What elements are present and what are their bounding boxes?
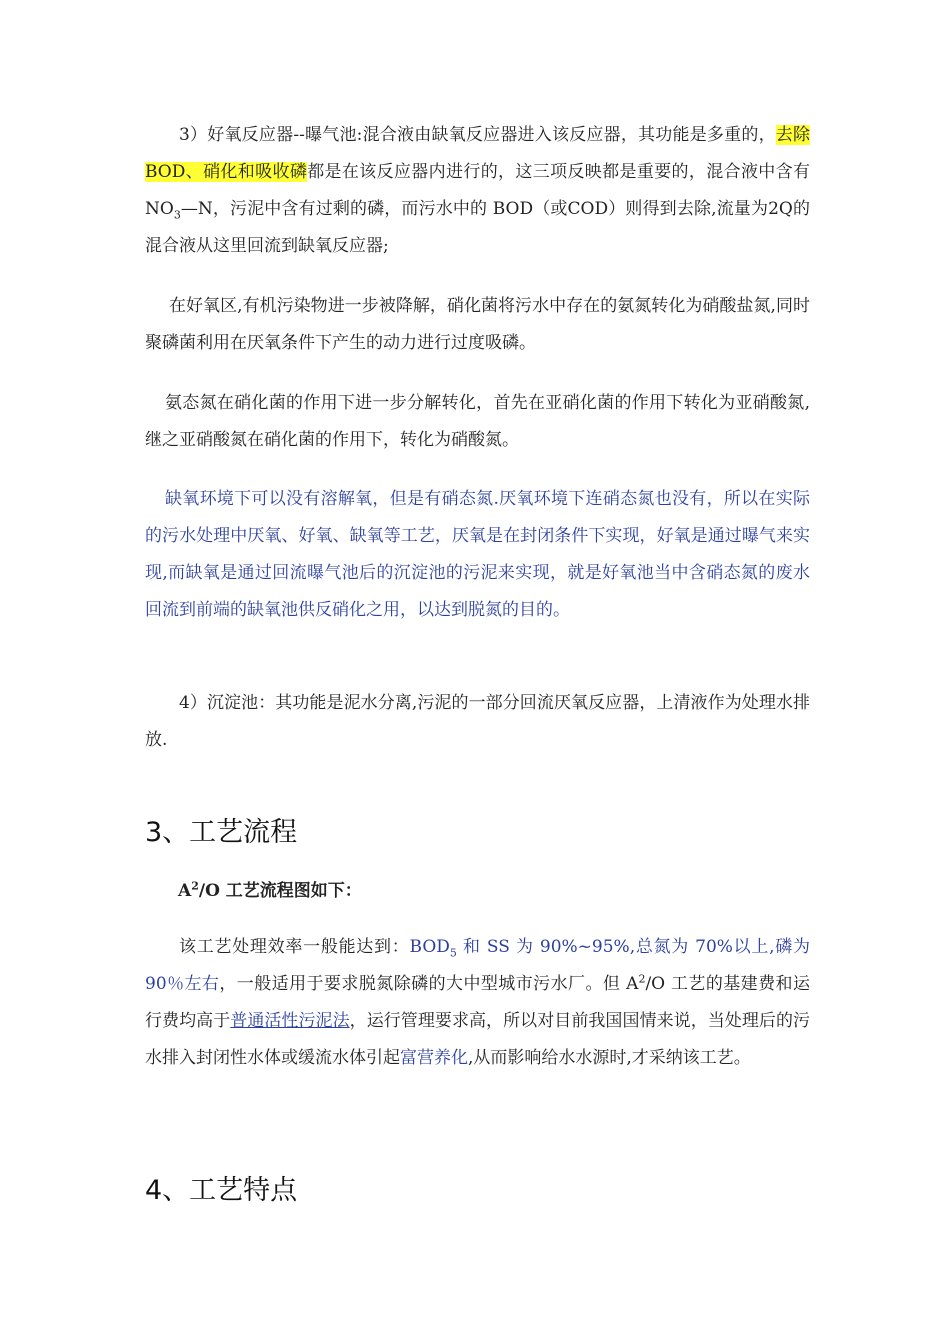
- link-activated-sludge[interactable]: 普通活性污泥法: [230, 1011, 350, 1031]
- section-heading-process-flow: 3、工艺流程: [145, 817, 298, 848]
- text-run: /O 工艺流程图如下：: [198, 881, 362, 901]
- subheading-flow-diagram: [178, 876, 362, 901]
- text-run: ,从而影响给水水源时,才采纳该工艺。: [468, 1048, 751, 1068]
- text-run: A: [178, 881, 192, 901]
- highlighted-text: 去除BOD、硝化和吸收磷: [145, 125, 811, 182]
- text-run: ，一般适用于要求脱氮除磷的大中型城市污水厂。但 A: [219, 974, 639, 994]
- text-run: —N，污泥中含有过剩的磷，而污水中的 BOD（或COD）则得到去除,流量为2Q的混合液从这里回流到缺氧反应器;: [145, 199, 810, 256]
- text-run: ，运行管理要求高，所以对目前我国国情来说，当处理后的污水排入封闭性水体或缓流水体引起: [145, 1011, 811, 1068]
- paragraph-process-efficiency: [145, 929, 810, 1077]
- text-run: 都是在该反应器内进行的，这三项反映都是重要的，混合液中含有 NO: [145, 162, 811, 219]
- superscript: 2: [638, 972, 646, 986]
- paragraph-ammonia-nitrogen: 氨态氮在硝化菌的作用下进一步分解转化，首先在亚硝化菌的作用下转化为亚硝酸氮,继之亚硝酸氮在硝化菌的作用下，转化为硝酸氮。: [145, 393, 810, 450]
- text-run: 该工艺处理效率一般能达到：: [179, 937, 410, 957]
- subscript: 5: [449, 946, 457, 960]
- term-eutrophication: 富营养化: [400, 1048, 468, 1068]
- section-heading-process-features: 4、工艺特点: [145, 1175, 298, 1206]
- paragraph-sedimentation-tank: 4）沉淀池：其功能是泥水分离,污泥的一部分回流厌氧反应器，上清液作为处理水排放.: [145, 693, 810, 750]
- subscript: 3: [173, 208, 181, 222]
- text-run: BOD: [409, 937, 450, 957]
- text-run: /O 工艺的基建费和运行费均高于: [145, 974, 810, 1031]
- paragraph-aerobic-reactor: [145, 117, 810, 265]
- text-run: 3）好氧反应器--曝气池:混合液由缺氧反应器进入该反应器，其功能是多重的，: [179, 125, 776, 145]
- text-run: 和 SS 为 90%~95%,总氮为 70%以上,磷为 90％左右: [145, 937, 811, 994]
- paragraph-aerobic-zone: 在好氧区,有机污染物进一步被降解，硝化菌将污水中存在的氨氮转化为硝酸盐氮,同时聚磷菌利用在厌氧条件下产生的动力进行过度吸磷。: [145, 296, 810, 353]
- superscript: 2: [191, 879, 199, 893]
- paragraph-anoxic-environment: 缺氧环境下可以没有溶解氧，但是有硝态氮.厌氧环境下连硝态氮也没有，所以在实际的污水处理中厌氧、好氧、缺氧等工艺，厌氧是在封闭条件下实现，好氧是通过曝气来实现,而缺氧是通过回流曝气池后的沉淀池的污泥来实现，就是好氧池当中含硝态氮的废水回流到前端的缺氧池供反硝化之用，以达到脱氮的目的。: [145, 489, 810, 620]
